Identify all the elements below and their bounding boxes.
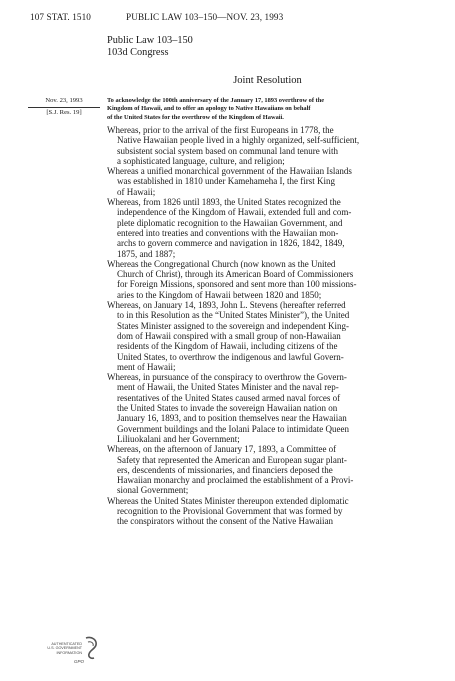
clause-line: Whereas, from 1826 until 1893, the United States recognized the (107, 197, 341, 208)
clause-line: Whereas, on the afternoon of January 17, 1893, a Committee of (107, 444, 337, 455)
clause-line: recognition to the Provisional Government that was formed by (117, 505, 343, 516)
clause-line: Hawaiian monarchy and proclaimed the establishment of a Provi- (117, 475, 354, 486)
clause-line: Whereas the Congregational Church (now known as the United (107, 258, 336, 269)
clause-line: ment of Hawaii, the United States Minister and the naval rep- (117, 382, 339, 393)
public-law-number: Public Law 103–150 (107, 35, 193, 46)
clause-line: independence of the Kingdom of Hawaii, extended full and com- (117, 207, 352, 218)
clause-line: Whereas, on January 14, 1893, John L. Stevens (hereafter referred (107, 300, 346, 311)
clause-line: entered into treaties and conventions with the Hawaiian mon- (117, 227, 339, 238)
clause-line: a sophisticated language, culture, and religion; (117, 155, 285, 166)
clause-line: aries to the Kingdom of Hawaii between 1820 and 1850; (117, 289, 322, 300)
eagle-seal-icon (83, 636, 99, 660)
gpo-authentication-logo (30, 636, 100, 668)
clause-line: of Hawaii; (117, 186, 156, 197)
whereas-clause (107, 125, 412, 166)
whereas-clause (107, 496, 412, 527)
whereas-clause (107, 166, 412, 197)
clause-line: Whereas the United States Minister thereupon extended diplomatic (107, 495, 349, 506)
clause-line: resentatives of the United States caused armed naval forces of (117, 392, 341, 403)
whereas-clause (107, 444, 412, 495)
clause-line: Whereas, in pursuance of the conspiracy to overthrow the Govern- (107, 372, 347, 383)
authentication-text: AUTHENTICATED U.S. GOVERNMENT INFORMATION (47, 642, 82, 655)
clause-line: Liliuokalani and her Government; (117, 433, 240, 444)
margin-sidenote (28, 97, 100, 117)
clause-line: 1875, and 1887; (117, 248, 176, 259)
resolution-number: [S.J. Res. 19] (46, 108, 82, 116)
whereas-clause (107, 259, 412, 300)
clause-line: Safety that represented the American and European sugar plant- (117, 454, 347, 465)
whereas-clause (107, 197, 412, 259)
clause-line: plete diplomatic recognition to the Hawaiian Government, and (117, 217, 343, 228)
gpo-label: GPO (74, 659, 85, 664)
clause-line: the United States to invade the sovereign Hawaiian nation on (117, 403, 338, 414)
clause-line: sional Government; (117, 485, 189, 496)
resolution-preamble (107, 97, 410, 122)
clause-line: United States, to overthrow the indigenous and lawful Govern- (117, 351, 344, 362)
whereas-clause (107, 372, 412, 444)
clause-line: was established in 1810 under Kamehameha I, the first King (117, 176, 335, 187)
law-date-line: PUBLIC LAW 103–150—NOV. 23, 1993 (126, 12, 284, 22)
clause-line: to in this Resolution as the “United States Minister”), the United (117, 310, 350, 321)
preamble-line: Kingdom of Hawaii, and to offer an apology to Native Hawaiians on behalf (107, 105, 311, 113)
clause-line: ment of Hawaii; (117, 361, 176, 372)
clause-line: January 16, 1893, and to position themselves near the Hawaiian (117, 413, 347, 424)
whereas-clauses (107, 125, 412, 527)
clause-line: residents of the Kingdom of Hawaii, including citizens of the (117, 341, 338, 352)
preamble-line: To acknowledge the 100th anniversary of the January 17, 1893 overthrow of the (107, 97, 325, 104)
clause-line: for Foreign Missions, sponsored and sent more than 100 missions- (117, 279, 357, 290)
clause-line: dom of Hawaii conspired with a small group of non-Hawaiian (117, 330, 341, 341)
document-type-heading: Joint Resolution (233, 75, 302, 86)
clause-line: Native Hawaiian people lived in a highly organized, self-sufficient, (117, 135, 360, 146)
stat-page-number: 107 STAT. 1510 (30, 12, 91, 22)
clause-line: Whereas, prior to the arrival of the first Europeans in 1778, the (107, 125, 334, 135)
clause-line: States Minister assigned to the sovereign and independent King- (117, 320, 349, 331)
clause-line: the conspirators without the consent of the Native Hawaiian (117, 516, 333, 527)
running-header (30, 12, 425, 24)
clause-line: Whereas a unified monarchical government of the Hawaiian Islands (107, 166, 352, 177)
congress-session: 103d Congress (107, 47, 169, 58)
clause-line: archs to govern commerce and navigation in 1826, 1842, 1849, (117, 238, 345, 249)
clause-line: Government buildings and the Iolani Palace to intimidate Queen (117, 423, 349, 434)
enactment-date: Nov. 23, 1993 (28, 97, 100, 108)
clause-line: ers, descendents of missionaries, and financiers deposed the (117, 464, 333, 475)
clause-line: subsistent social system based on communal land tenure with (117, 145, 338, 156)
clause-line: Church of Christ), through its American Board of Commissioners (117, 269, 354, 280)
law-title-block (107, 35, 193, 59)
whereas-clause (107, 300, 412, 372)
preamble-line: of the United States for the overthrow of the Kingdom of Hawaii. (107, 113, 284, 121)
